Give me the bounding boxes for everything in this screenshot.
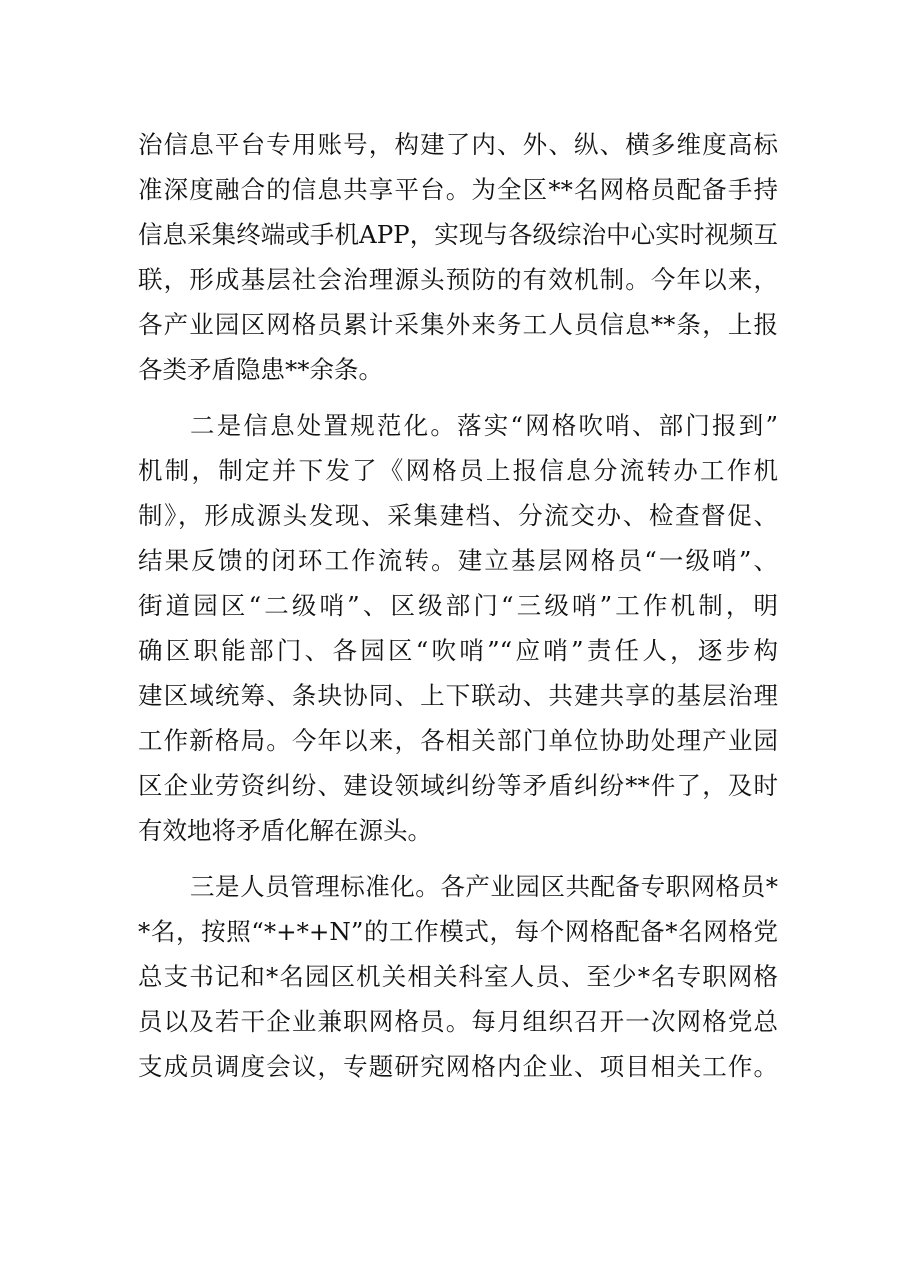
text-line: 工作新格局。今年以来，各相关部门单位协助处理产业园 xyxy=(138,726,778,755)
text-line: 准深度融合的信息共享平台。为全区**名网格员配备手持 xyxy=(138,175,778,204)
text-line: 建区域统筹、条块协同、上下联动、共建共享的基层治理 xyxy=(138,681,778,710)
text-line: 制》，形成源头发现、采集建档、分流交办、检查督促、 xyxy=(138,501,778,530)
text-line: 结果反馈的闭环工作流转。建立基层网格员“一级哨”、 xyxy=(138,546,778,575)
text-line: 各产业园区网格员累计采集外来务工人员信息**条，上报 xyxy=(138,310,778,339)
paragraph-2 xyxy=(138,403,778,853)
text-line: 区企业劳资纠纷、建设领域纠纷等矛盾纠纷**件了，及时 xyxy=(138,771,778,800)
text-line: 总支书记和*名园区机关相关科室人员、至少*名专职网格 xyxy=(138,962,778,991)
text-line: 支成员调度会议，专题研究网格内企业、项目相关工作。 xyxy=(138,1052,778,1081)
text-line: 有效地将矛盾化解在源头。 xyxy=(138,816,432,845)
text-line: 确区职能部门、各园区“吹哨”“应哨”责任人，逐步构 xyxy=(138,636,778,665)
text-line: 街道园区“二级哨”、区级部门“三级哨”工作机制，明 xyxy=(138,591,778,620)
text-line: 各类矛盾隐患**余条。 xyxy=(138,355,383,384)
paragraph-3 xyxy=(138,864,778,1089)
text-line: *名，按照“*+*+N”的工作模式，每个网格配备*名网格党 xyxy=(138,917,778,946)
text-line: 员以及若干企业兼职网格员。每月组织召开一次网格党总 xyxy=(138,1007,778,1036)
text-line: 信息采集终端或手机APP，实现与各级综治中心实时视频互 xyxy=(138,220,778,249)
text-line: 三是人员管理标准化。各产业园区共配备专职网格员* xyxy=(190,872,778,901)
paragraph-1 xyxy=(138,122,778,392)
text-line: 二是信息处置规范化。落实“网格吹哨、部门报到” xyxy=(190,411,778,440)
text-line: 治信息平台专用账号，构建了内、外、纵、横多维度高标 xyxy=(138,130,778,159)
document-body xyxy=(138,122,778,1089)
text-line: 机制，制定并下发了《网格员上报信息分流转办工作机 xyxy=(138,456,778,485)
text-line: 联，形成基层社会治理源头预防的有效机制。今年以来， xyxy=(138,265,778,294)
